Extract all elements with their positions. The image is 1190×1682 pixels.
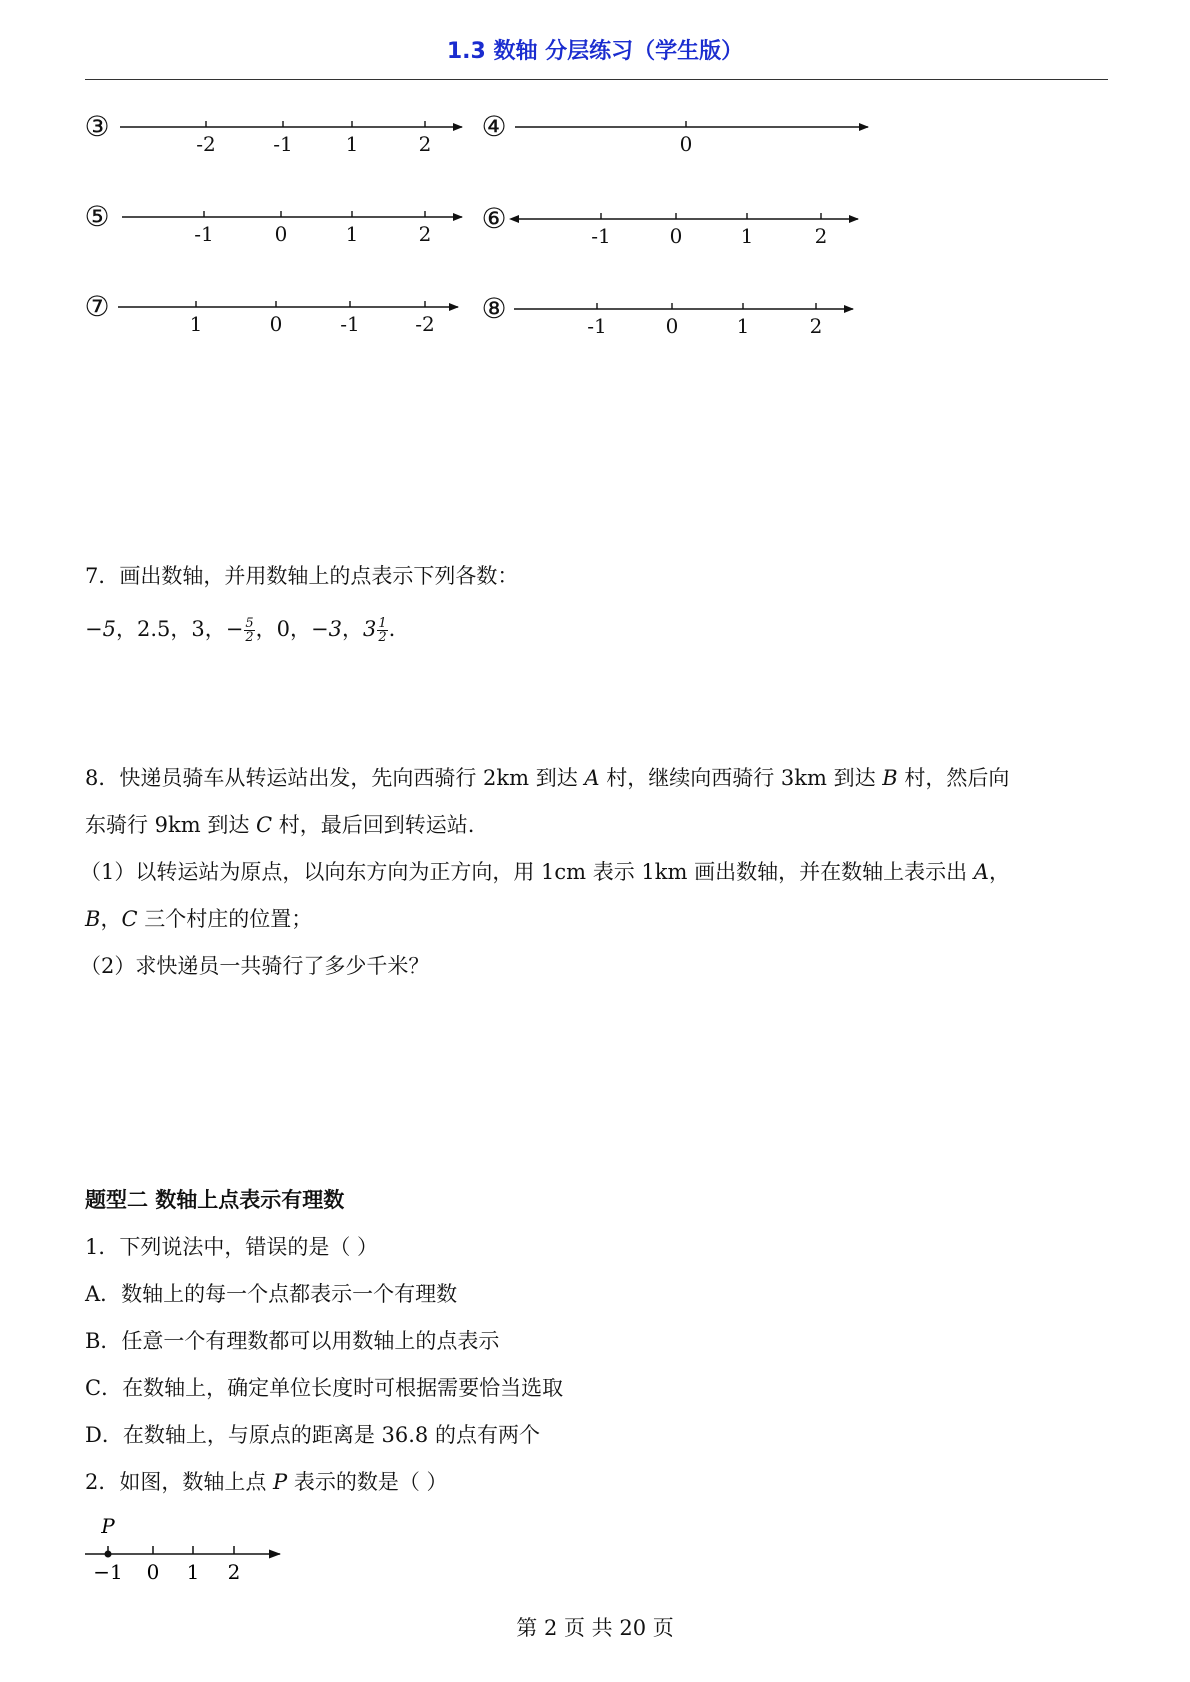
q2-tick-label: −1 [93, 1560, 123, 1584]
q8-line-1 [85, 763, 1009, 793]
number-axis [481, 202, 858, 248]
q8-text: ， [100, 907, 122, 931]
axis-tick-label: 1 [189, 312, 203, 336]
q8-part-1-line-1 [80, 857, 1010, 887]
q2-tick-label: 2 [227, 1560, 241, 1584]
number-axis [84, 290, 458, 336]
number-axis [481, 110, 868, 156]
q1-option-d: D．在数轴上，与原点的距离是 36.8 的点有两个 [85, 1423, 540, 1447]
q8-text: 8．快递员骑车从转运站出发，先向西骑行 2km 到达 [85, 766, 585, 790]
axis-tick-label: 1 [345, 132, 359, 156]
q2-number-axis [80, 1510, 290, 1585]
q2-text: 表示的数是（ ） [287, 1470, 448, 1494]
q8-text: 三个村庄的位置； [137, 907, 313, 931]
point-P-label: P [101, 1514, 115, 1538]
q7-sep: ，0， [255, 617, 311, 641]
axis-number-marker: ③ [84, 110, 110, 143]
number-axes-figure [0, 0, 1190, 360]
axis-tick-label: 2 [809, 314, 823, 338]
fraction-numerator: 1 [378, 616, 387, 631]
var-C: C [121, 907, 138, 931]
q7-neg-sign: − [225, 617, 244, 641]
q8-line-2 [85, 810, 474, 840]
var-P: P [273, 1470, 288, 1494]
var-A: A [584, 766, 600, 790]
q2-stem [85, 1467, 448, 1497]
axis-tick-label: -1 [273, 132, 293, 156]
axis-tick-label: -1 [591, 224, 611, 248]
axis-number-marker: ⑦ [84, 290, 110, 323]
axis-tick-label: 1 [740, 224, 754, 248]
axis-tick-label: 0 [274, 222, 288, 246]
axis-tick-label: -1 [340, 312, 360, 336]
var-B: B [882, 766, 898, 790]
axis-tick-label: 0 [679, 132, 693, 156]
axis-tick-label: -1 [587, 314, 607, 338]
q7-sep: ， [341, 617, 363, 641]
number-axis [84, 200, 462, 246]
axis-number-marker: ⑥ [481, 202, 507, 235]
q8-part-2: （2）求快递员一共骑行了多少千米？ [80, 954, 430, 978]
axis-tick-label: 0 [665, 314, 679, 338]
q1-option-b: B．任意一个有理数都可以用数轴上的点表示 [85, 1329, 500, 1353]
section-title: 题型二 数轴上点表示有理数 [85, 1188, 345, 1212]
var-B: B [85, 907, 101, 931]
number-axis [481, 292, 853, 338]
axis-tick-label: 0 [669, 224, 683, 248]
axis-tick-label: -2 [415, 312, 435, 336]
fraction-denominator: 2 [378, 630, 387, 645]
axis-tick-label: 2 [814, 224, 828, 248]
q7-number-list [85, 614, 395, 644]
q8-text: ， [988, 860, 1010, 884]
q7-end: . [388, 617, 396, 641]
q7-prompt: 7．画出数轴，并用数轴上的点表示下列各数： [85, 564, 519, 588]
var-A: A [973, 860, 989, 884]
q1-stem: 1．下列说法中，错误的是（ ） [85, 1235, 379, 1259]
q8-text: 东骑行 9km 到达 [85, 813, 257, 837]
q2-tick-label: 0 [146, 1560, 160, 1584]
axis-number-marker: ④ [481, 110, 507, 143]
q7-sep: ，2.5，3， [115, 617, 226, 641]
q8-text: 村，然后向 [897, 766, 1010, 790]
axis-tick-label: -2 [196, 132, 216, 156]
page-header-title: 1.3 数轴 分层练习（学生版） [446, 39, 744, 64]
var-C: C [256, 813, 273, 837]
number-axis [84, 110, 462, 156]
axis-number-marker: ⑤ [84, 200, 110, 233]
axis-tick-label: 1 [736, 314, 750, 338]
fraction-denominator: 2 [245, 630, 254, 645]
q8-text: 村，最后回到转运站. [272, 813, 475, 837]
axis-tick-label: 2 [418, 132, 432, 156]
q2-text: 2．如图，数轴上点 [85, 1470, 274, 1494]
q8-text: （1）以转运站为原点，以向东方向为正方向，用 1cm 表示 1km 画出数轴，并在数轴上表示出 [80, 860, 974, 884]
q8-text: 村，继续向西骑行 3km 到达 [599, 766, 883, 790]
q7-fraction-5-2 [244, 617, 254, 644]
q7-num-neg5: −5 [85, 617, 116, 641]
q7-fraction-1-2 [377, 617, 387, 644]
point-P-dot [105, 1551, 112, 1558]
axis-tick-label: 1 [345, 222, 359, 246]
q2-tick-label: 1 [186, 1560, 200, 1584]
q7-mixed-whole: 3 [362, 617, 377, 641]
axis-tick-label: 2 [418, 222, 432, 246]
axis-tick-label: 0 [269, 312, 283, 336]
q8-part-1-line-2 [85, 904, 312, 934]
axis-number-marker: ⑧ [481, 292, 507, 325]
axis-tick-label: -1 [194, 222, 214, 246]
fraction-numerator: 5 [245, 616, 254, 631]
q7-num-neg3: −3 [311, 617, 342, 641]
q1-option-c: C．在数轴上，确定单位长度时可根据需要恰当选取 [85, 1376, 564, 1400]
page-footer: 第 2 页 共 20 页 [516, 1616, 674, 1640]
q1-option-a: A．数轴上的每一个点都表示一个有理数 [85, 1282, 458, 1306]
